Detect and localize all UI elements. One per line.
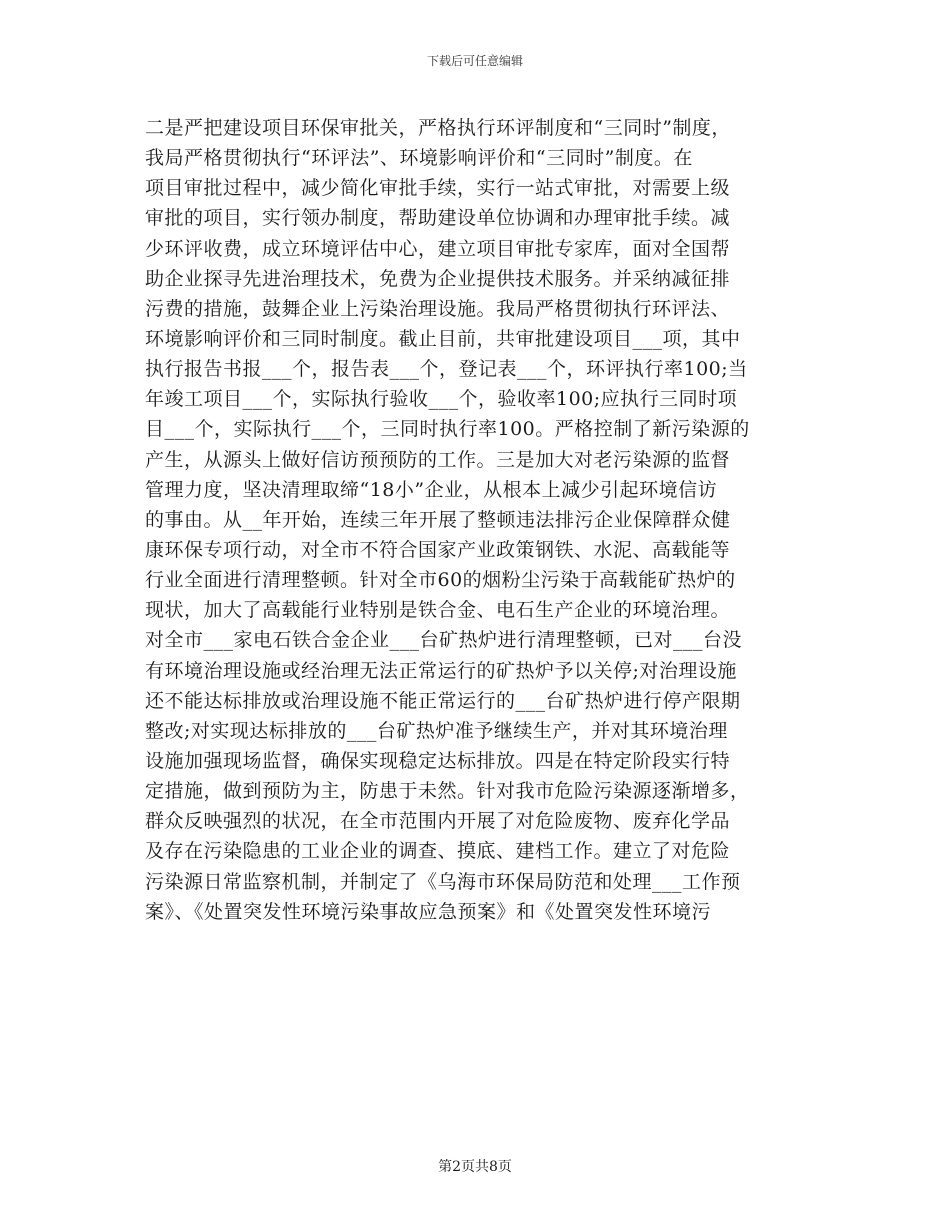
text-line: 二是严把建设项目环保审批关，严格执行环评制度和“三同时”制度， bbox=[145, 117, 731, 139]
text-line: 产生，从源头上做好信访预预防的工作。三是加大对老污染源的监督 bbox=[145, 448, 731, 471]
document-body bbox=[145, 113, 810, 927]
text-line: 群众反映强烈的状况，在全市范围内开展了对危险废物、废弃化学品 bbox=[145, 810, 731, 833]
text-line: 污染源日常监察机制，并制定了《乌海市环保局防范和处理___工作预 bbox=[145, 870, 741, 893]
text-line: 年竣工项目___个，实际执行验收___个，验收率100;应执行三同时项 bbox=[145, 388, 738, 411]
page-header: 下载后可任意编辑 bbox=[426, 54, 523, 68]
text-line: 还不能达标排放或治理设施不能正常运行的___台矿热炉进行停产限期 bbox=[145, 689, 741, 712]
text-line: 有环境治理设施或经治理无法正常运行的矿热炉予以关停;对治理设施 bbox=[145, 659, 737, 682]
text-line: 助企业探寻先进治理技术，免费为企业提供技术服务。并采纳减征排 bbox=[145, 267, 731, 290]
text-line: 污费的措施，鼓舞企业上污染治理设施。我局严格贯彻执行环评法、 bbox=[145, 297, 731, 320]
text-line: 案》、《处置突发性环境污染事故应急预案》和《处置突发性环境污 bbox=[145, 900, 712, 923]
text-line: 现状，加大了高载能行业特别是铁合金、电石生产企业的环境治理。 bbox=[145, 599, 731, 622]
text-line: 定措施，做到预防为主，防患于未然。针对我市危险污染源逐渐增多， bbox=[145, 780, 750, 803]
text-line: 审批的项目，实行领办制度，帮助建设单位协调和办理审批手续。减 bbox=[145, 207, 731, 230]
text-line: 项目审批过程中，减少简化审批手续，实行一站式审批，对需要上级 bbox=[145, 177, 731, 200]
text-line: 对全市___家电石铁合金企业___台矿热炉进行清理整顿，已对___台没 bbox=[145, 629, 743, 652]
text-line: 及存在污染隐患的工业企业的调查、摸底、建档工作。建立了对危险 bbox=[145, 840, 731, 863]
text-line: 环境影响评价和三同时制度。截止目前，共审批建设项目___项，其中 bbox=[145, 327, 741, 350]
text-line: 行业全面进行清理整顿。针对全市60的烟粉尘污染于高载能矿热炉的 bbox=[145, 569, 736, 592]
text-line: 康环保专项行动，对全市不符合国家产业政策钢铁、水泥、高载能等 bbox=[145, 538, 731, 561]
text-line: 我局严格贯彻执行“环评法”、环境影响评价和“三同时”制度。在 bbox=[145, 147, 693, 170]
text-line: 执行报告书报___个，报告表___个，登记表___个，环评执行率100;当 bbox=[145, 358, 748, 381]
text-line: 目___个，实际执行___个，三同时执行率100。严格控制了新污染源的 bbox=[145, 418, 750, 441]
page-number: 第2页共8页 bbox=[438, 1159, 512, 1175]
text-line: 少环评收费，成立环境评估中心，建立项目审批专家库，面对全国帮 bbox=[145, 237, 731, 260]
text-line: 的事由。从__年开始，连续三年开展了整顿违法排污企业保障群众健 bbox=[145, 508, 731, 531]
text-line: 设施加强现场监督，确保实现稳定达标排放。四是在特定阶段实行特 bbox=[145, 749, 731, 772]
text-line: 整改;对实现达标排放的___台矿热炉准予继续生产，并对其环境治理 bbox=[145, 719, 728, 742]
text-line: 管理力度，坚决清理取缔“18小”企业，从根本上减少引起环境信访 bbox=[145, 478, 718, 501]
